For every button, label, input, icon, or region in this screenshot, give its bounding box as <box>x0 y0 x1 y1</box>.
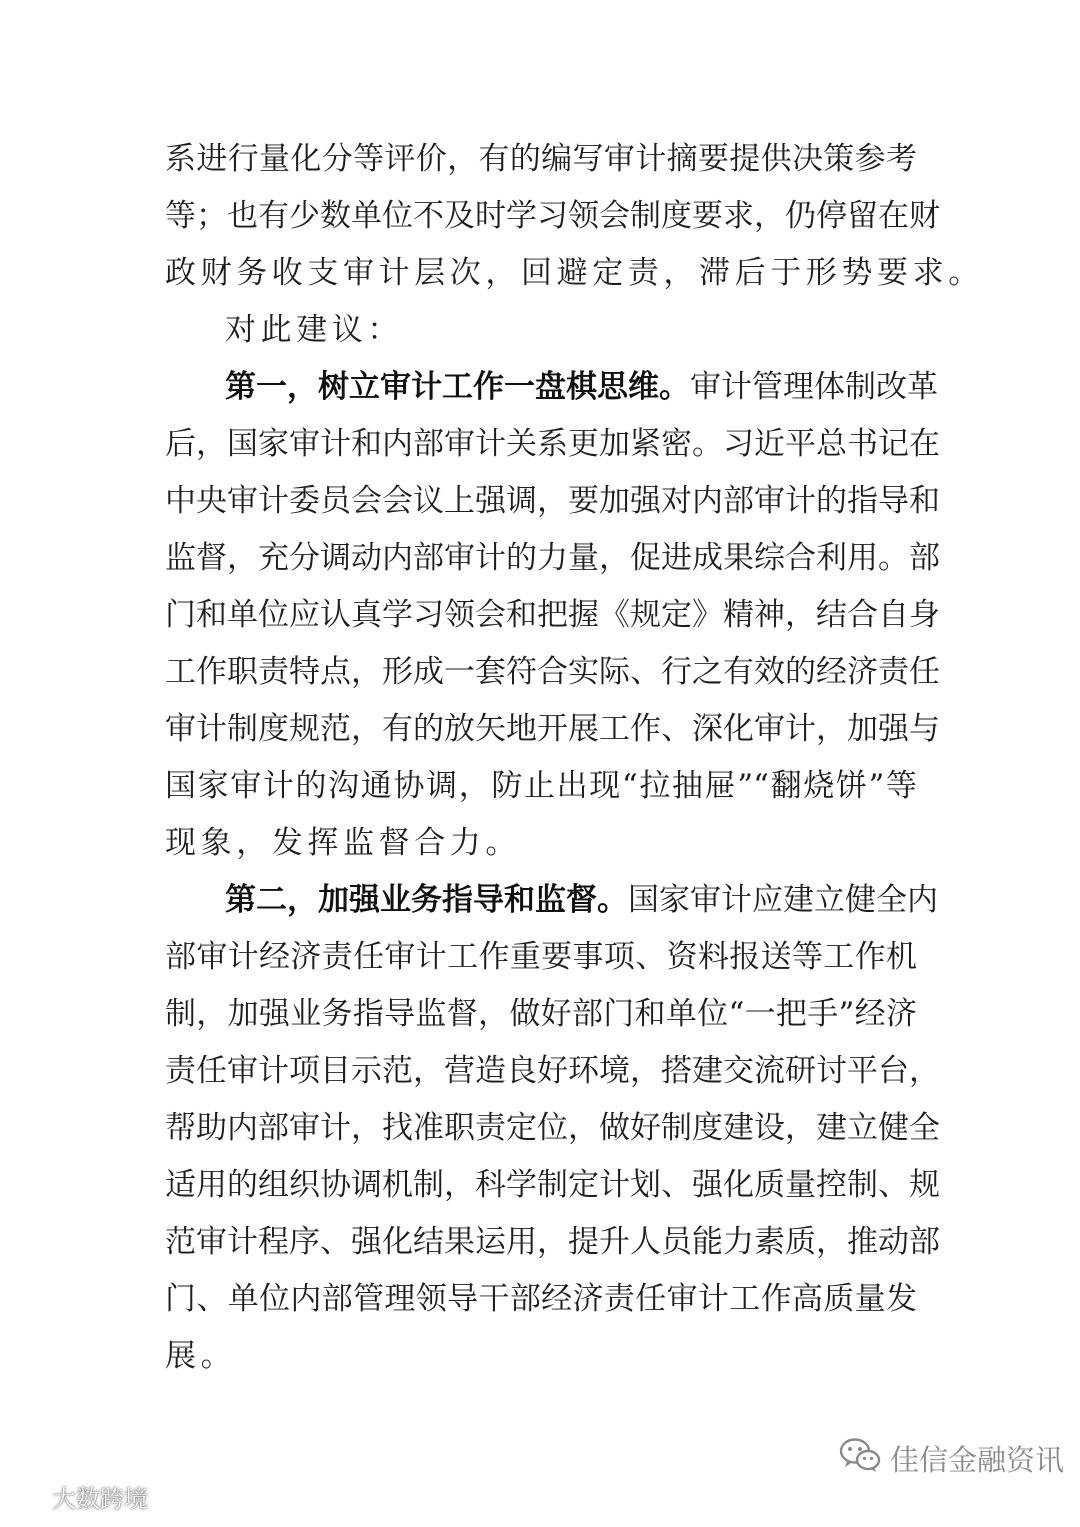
paragraph-intro: 对此建议： <box>225 312 403 348</box>
text-line: 部审计经济责任审计工作重要事项、资料报送等工作机 <box>165 939 917 975</box>
text-line: 责任审计项目示范，营造良好环境，搭建交流研讨平台， <box>165 1053 940 1089</box>
text-line: 帮助内部审计，找准职责定位，做好制度建设，建立健全 <box>165 1110 940 1146</box>
text-run: 国家审计应建立健全内 <box>628 882 938 918</box>
text-line: 政财务收支审计层次，回避定责，滞后于形势要求。 <box>165 255 984 291</box>
text-line: 系进行量化分等评价，有的编写审计摘要提供决策参考 <box>165 141 917 177</box>
watermark-left <box>6 1476 148 1516</box>
text-line: 后，国家审计和内部审计关系更加紧密。习近平总书记在 <box>165 426 940 462</box>
text-run: 审计管理体制改革 <box>690 369 938 405</box>
text-line: 范审计程序、强化结果运用，提升人员能力素质，推动部 <box>165 1224 940 1260</box>
text-line: 监督，充分调动内部审计的力量，促进成果综合利用。部 <box>165 540 940 576</box>
text-line: 适用的组织协调机制，科学制定计划、强化质量控制、规 <box>165 1167 940 1203</box>
text-line: 审计制度规范，有的放矢地开展工作、深化审计，加强与 <box>165 711 940 747</box>
text-line: 门和单位应认真学习领会和把握《规定》精神，结合自身 <box>165 597 940 633</box>
text-line: 展。 <box>165 1338 237 1374</box>
text-line: 现象，发挥监督合力。 <box>165 825 521 861</box>
watermark-left-label: 大数跨境 <box>52 1484 148 1513</box>
text-line: 中央审计委员会会议上强调，要加强对内部审计的指导和 <box>165 483 940 519</box>
text-line: 工作职责特点，形成一套符合实际、行之有效的经济责任 <box>165 654 940 690</box>
bubble-logo-icon <box>6 1480 46 1512</box>
point-two-heading: 第二，加强业务指导和监督。 <box>225 882 628 918</box>
text-line: 门、单位内部管理领导干部经济责任审计工作高质量发 <box>165 1281 917 1317</box>
point-one-heading: 第一，树立审计工作一盘棋思维。 <box>225 369 690 405</box>
watermark-right <box>838 1432 1064 1484</box>
text-line: 制，加强业务指导监督，做好部门和单位“一把手”经济 <box>165 996 917 1032</box>
text-line: 国家审计的沟通协调，防止出现“拉抽屉”“翻烧饼”等 <box>165 768 917 804</box>
watermark-right-label: 佳信金融资讯 <box>890 1442 1065 1477</box>
paragraph-first-heading-line <box>225 364 938 410</box>
text-line: 等；也有少数单位不及时学习领会制度要求，仍停留在财 <box>165 198 940 234</box>
wechat-logo-icon <box>838 1436 882 1481</box>
paragraph-second-heading-line <box>225 877 938 923</box>
